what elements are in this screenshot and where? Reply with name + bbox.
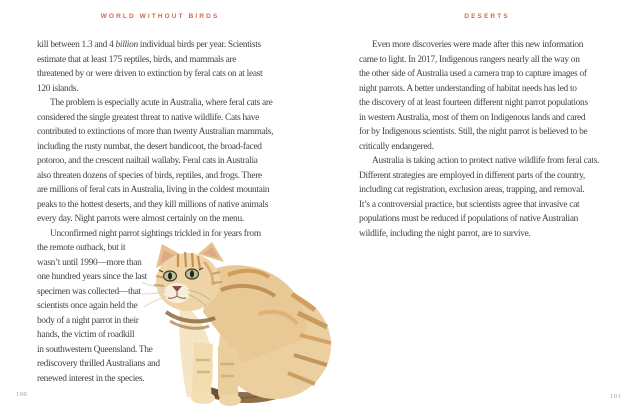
text-line: body of a night parrot in their [37,315,139,326]
text-line: hands, the victim of roadkill [37,330,135,340]
right-page-text-column [359,38,635,241]
italic-text-run: billion [115,40,138,50]
text-line: also threaten dozens of species of birds, reptiles, and frogs. There [37,170,262,181]
text-line: the discovery of at least fourteen different night parrot populations [359,98,588,108]
text-line: including cat registration, exclusion areas, trapping, and removal. [359,185,585,195]
text-line: Different strategies are employed in different parts of the country, [359,170,585,181]
text-line: the other side of Australia used a camera trap to capture images of [359,69,587,79]
page-number-right: 101 [610,393,622,400]
text-line: every day. Night parrots were almost certainly on the menu. [37,214,244,224]
paragraph [37,38,313,96]
text-line: the remote outback, but it [37,243,126,253]
text-line: contributed to extinctions of more than twenty Australian mammals, [37,127,274,137]
text-line: critically endangered. [359,141,434,152]
paragraph [359,154,635,241]
paragraph [37,96,313,227]
text-line: in southwestern Queensland. The [37,344,153,355]
paragraph-lines [37,53,313,97]
text-line: scientists once again held the [37,301,138,311]
text-line: one hundred years since the last [37,272,147,282]
text-line: renewed interest in the species. [37,373,145,384]
text-run: individual birds per year. Scientists [137,40,261,50]
text-line: rediscovery thrilled Australians and [37,359,160,369]
text-line: came to light. In 2017, Indigenous rangers nearly all the way on [359,54,580,65]
text-line: night parrots. A better understanding of habitat needs has led to [359,83,577,94]
text-line: It’s a controversial practice, but scientists agree that invasive cat [359,199,580,210]
text-line: Even more discoveries were made after this new information [372,40,584,50]
text-line: Australia is taking action to protect native wildlife from feral cats. [372,156,600,166]
text-line [37,38,313,53]
running-head-left: WORLD WITHOUT BIRDS [100,13,220,20]
text-line: estimate that at least 175 reptiles, birds, and mammals are [37,54,237,65]
text-line: are millions of feral cats in Australia, living in the coldest mountain [37,185,270,195]
text-run: kill between 1.3 and 4 [37,40,116,50]
text-line: 120 islands. [37,83,79,94]
page-number-left: 100 [16,391,28,398]
text-line: including the rusty numbat, the desert bandicoot, the broad-faced [37,141,262,152]
text-line: threatened by or were driven to extinction by feral cats on at least [37,69,263,79]
cat-head [142,242,224,311]
cat-illustration [142,242,340,416]
text-line: specimen was collected—that [37,286,141,297]
running-head-right: DESERTS [464,13,510,20]
text-line: potoroo, and the crescent nailtail wallaby. Feral cats in Australia [37,156,258,166]
text-line: in western Australia, most of them on Indigenous lands and cared [359,112,586,123]
text-line: populations must be reduced if populations of native Australian [359,214,579,224]
text-line: wasn’t until 1990—more than [37,257,142,268]
text-line: for by Indigenous scientists. Still, the night parrot is believed to be [359,127,588,137]
paragraph [359,38,635,154]
text-line: wildlife, including the night parrot, are to survive. [359,228,531,239]
text-line: Unconfirmed night parrot sightings trickled in for years from [50,228,261,239]
text-line: peaks to the hottest deserts, and they kill millions of native animals [37,199,269,210]
text-line: considered the single greatest threat to native wildlife. Cats have [37,112,260,123]
text-line: The problem is especially acute in Australia, where feral cats are [50,98,273,108]
